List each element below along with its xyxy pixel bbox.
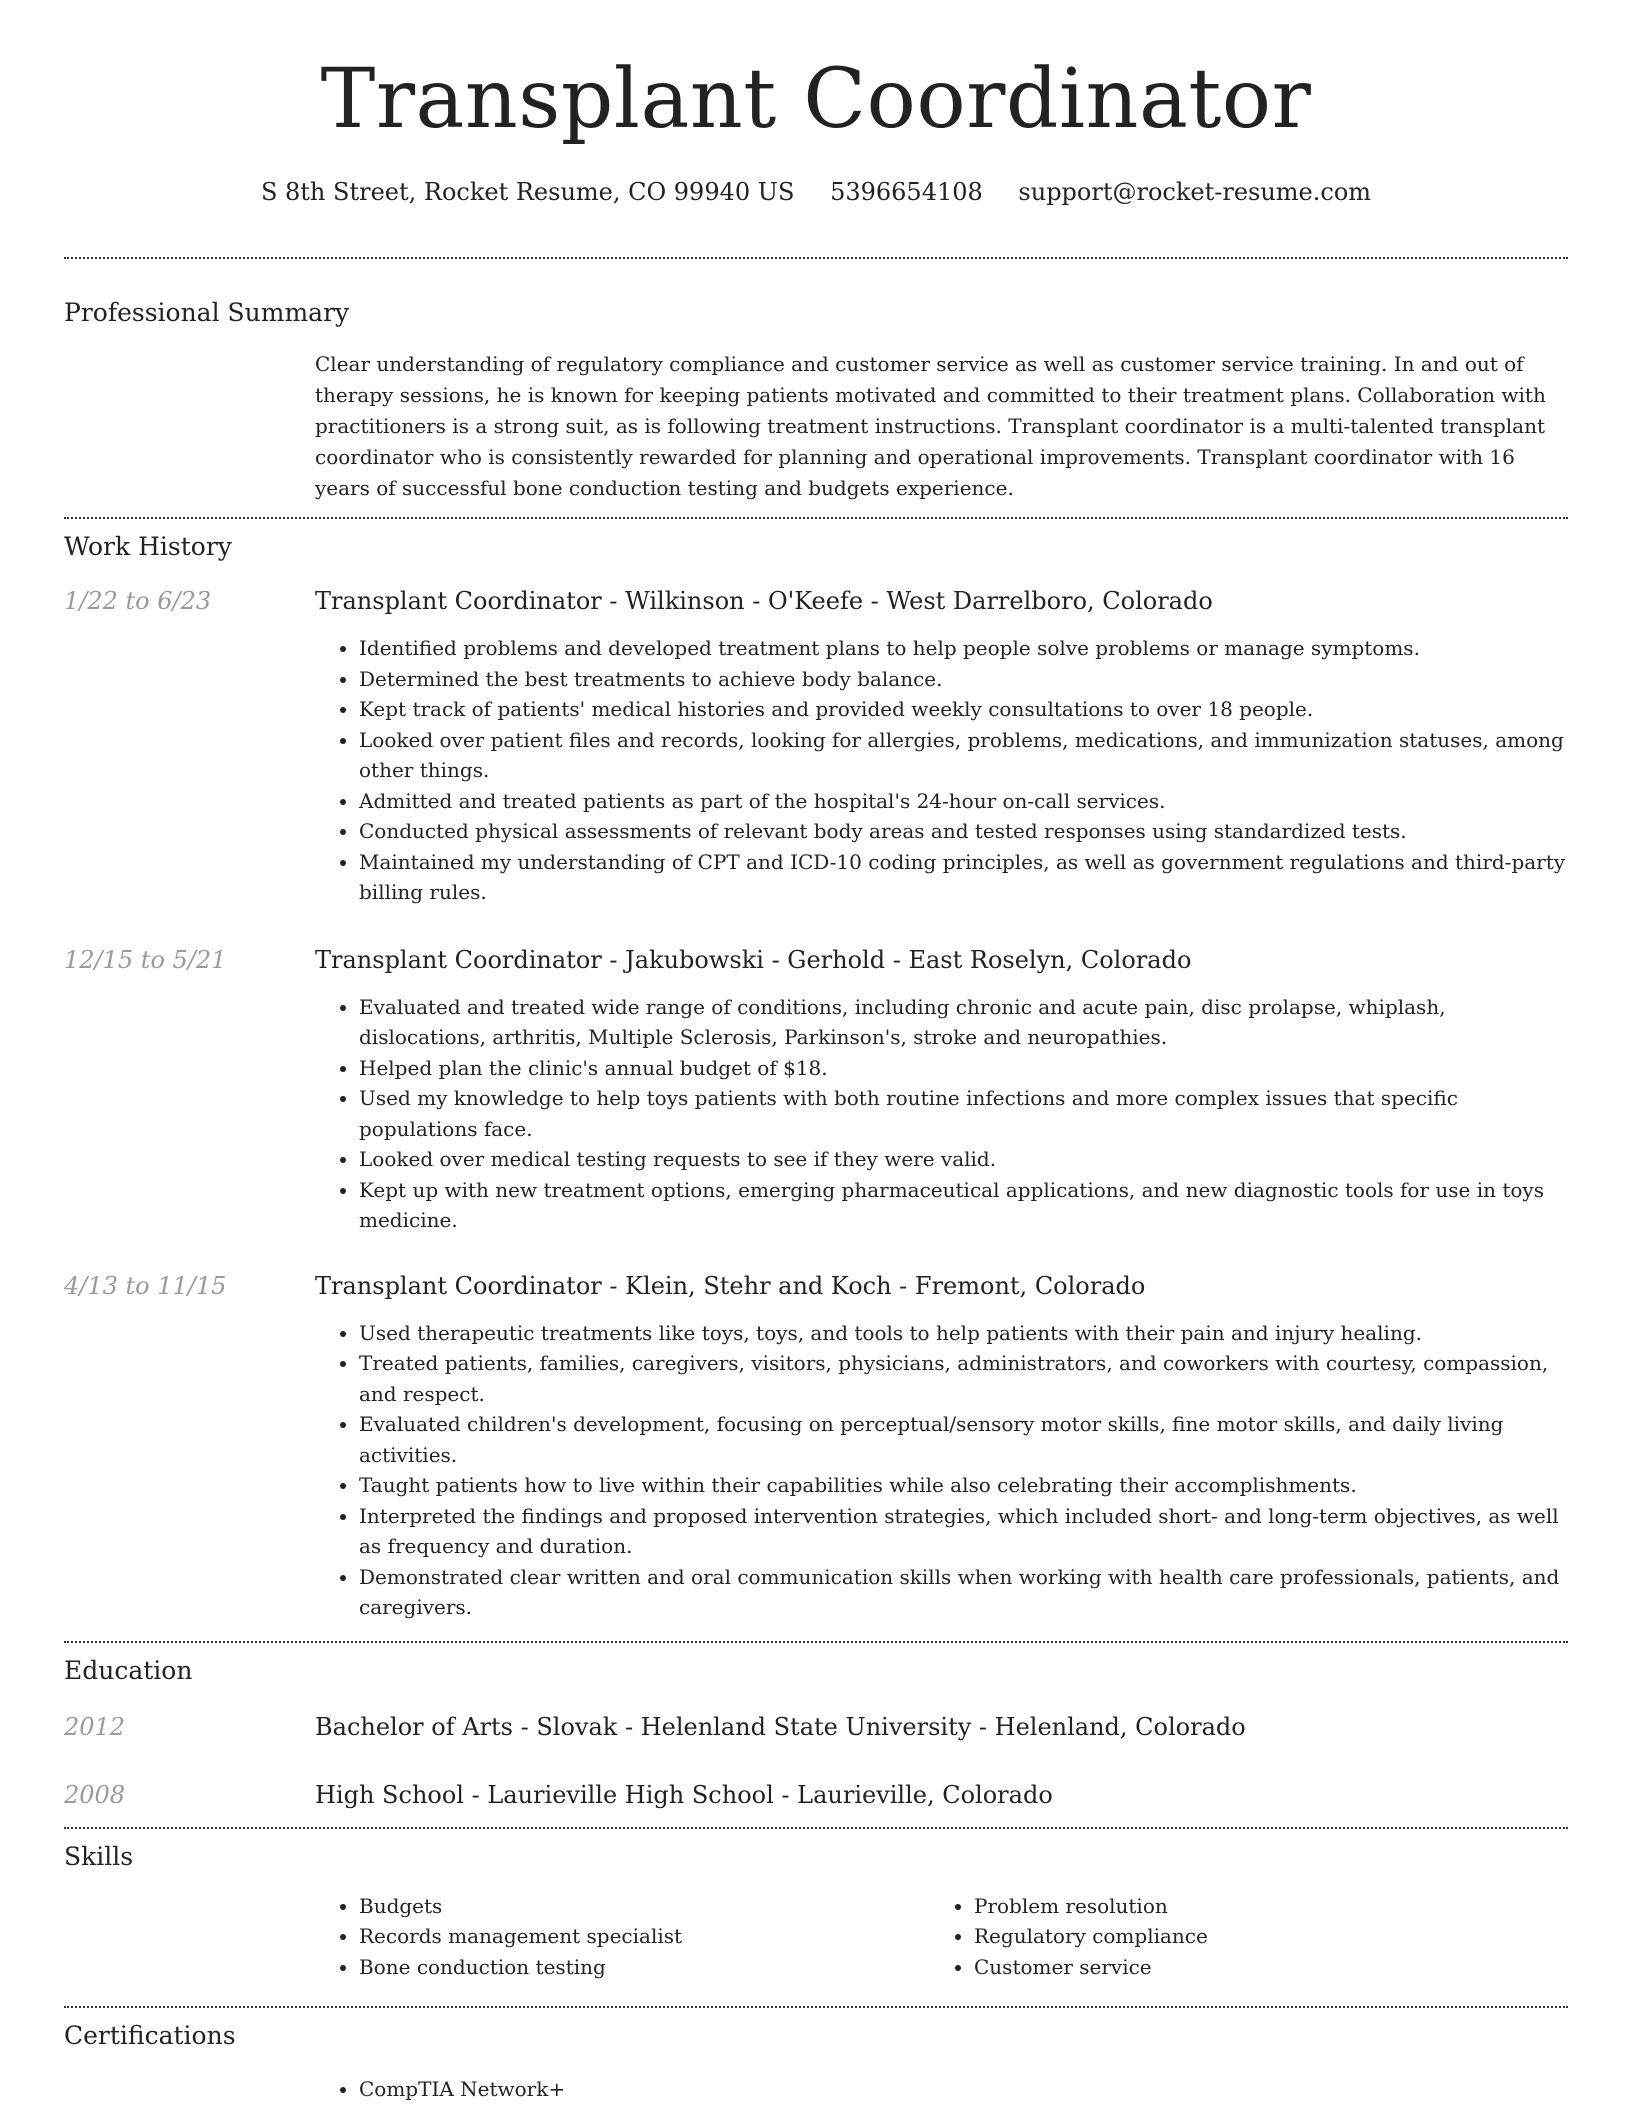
- job-title: Transplant Coordinator: [315, 587, 602, 615]
- certifications-row: [64, 2074, 1568, 2105]
- section-divider: [64, 517, 1568, 519]
- skills-column-right: [930, 1891, 1545, 1983]
- summary-text: Clear understanding of regulatory compliance and customer service as well as customer service training. In and out of therapy sessions, he is known for keeping patients motivated and committed to their treatment plans. Collaboration with practitioners is a strong suit, as is following treatment instructions. Transplant coordinator is a multi-talented transplant coordinator who is consistently rewarded for planning and operational improvements. Transplant coordinator with 16 years of successful bone conduction testing and budgets experience.: [315, 352, 1546, 500]
- contact-line: [64, 176, 1568, 208]
- job-details: - Jakubowski - Gerhold - East Roselyn, Colorado: [601, 945, 1192, 974]
- skill-item: • Problem resolution: [974, 1891, 1545, 1922]
- job-bullets: [315, 1318, 1568, 1623]
- summary-heading: Professional Summary: [64, 298, 350, 327]
- job-title-line: [315, 944, 1568, 976]
- skills-list: [315, 1891, 930, 1983]
- job-title-line: [315, 1270, 1568, 1302]
- education-entry: [64, 1711, 1568, 1743]
- contact-address: S 8th Street, Rocket Resume, CO 99940 US: [260, 178, 795, 206]
- job-bullet: • Kept up with new treatment options, emerging pharmaceutical applications, and new diagnostic tools for use in toys medicine.: [359, 1175, 1568, 1236]
- skills-row: [64, 1891, 1568, 1983]
- skill-item: • Customer service: [974, 1952, 1545, 1983]
- job-bullet: • Evaluated and treated wide range of conditions, including chronic and acute pain, disc prolapse, whiplash, dislocations, arthritis, Multiple Sclerosis, Parkinson's, stroke and neuropathies.: [359, 992, 1568, 1053]
- education-year: 2008: [64, 1780, 126, 1809]
- job-details: - Wilkinson - O'Keefe - West Darrelboro, Colorado: [601, 587, 1213, 615]
- job-bullet: • Used therapeutic treatments like toys, toys, and tools to help patients with their pain and injury healing.: [359, 1318, 1568, 1349]
- section-divider: [64, 1827, 1568, 1829]
- job-entry: [64, 585, 1568, 908]
- job-title: Transplant Coordinator: [315, 945, 602, 974]
- education-heading: Education: [64, 1655, 193, 1685]
- section-divider: [64, 257, 1568, 259]
- job-details: - Klein, Stehr and Koch - Fremont, Colorado: [601, 1271, 1146, 1300]
- certifications-heading: Certifications: [64, 2021, 236, 2050]
- job-bullet: • Looked over patient files and records, looking for allergies, problems, medications, and immunization statuses, among other things.: [359, 725, 1568, 786]
- resume-name: Transplant Coordinator: [320, 52, 1312, 147]
- job-bullets: [315, 992, 1568, 1236]
- job-bullet: • Determined the best treatments to achieve body balance.: [359, 664, 1568, 695]
- skills-heading: Skills: [64, 1841, 134, 1871]
- education-year: 2012: [64, 1712, 126, 1741]
- skills-grid: [315, 1891, 1568, 1983]
- job-dates: 4/13 to 11/15: [64, 1271, 227, 1300]
- skill-item: • Budgets: [359, 1891, 930, 1922]
- job-bullet: • Taught patients how to live within their capabilities while also celebrating their accomplishments.: [359, 1470, 1568, 1501]
- job-entry: [64, 1270, 1568, 1623]
- skill-item: • Records management specialist: [359, 1921, 930, 1952]
- job-bullet: • Interpreted the findings and proposed intervention strategies, which included short- and long-term objectives, as well as frequency and duration.: [359, 1501, 1568, 1562]
- certification-item: • CompTIA Network+: [359, 2074, 1568, 2105]
- skills-list: [930, 1891, 1545, 1983]
- skill-item: • Bone conduction testing: [359, 1952, 930, 1983]
- job-bullet: • Treated patients, families, caregivers, visitors, physicians, administrators, and coworkers with courtesy, compassion, and respect.: [359, 1348, 1568, 1409]
- job-bullet: • Demonstrated clear written and oral communication skills when working with health care professionals, patients, and caregivers.: [359, 1562, 1568, 1623]
- skill-item: • Regulatory compliance: [974, 1921, 1545, 1952]
- contact-email: support@rocket-resume.com: [1018, 178, 1372, 206]
- job-dates: 12/15 to 5/21: [64, 945, 227, 974]
- job-bullet: • Evaluated children's development, focusing on perceptual/sensory motor skills, fine motor skills, and daily living activities.: [359, 1409, 1568, 1470]
- job-bullet: • Kept track of patients' medical histories and provided weekly consultations to over 18 people.: [359, 694, 1568, 725]
- education-entry: [64, 1779, 1568, 1811]
- job-bullet: • Maintained my understanding of CPT and ICD-10 coding principles, as well as government regulations and third-party billing rules.: [359, 847, 1568, 908]
- section-divider: [64, 1641, 1568, 1643]
- job-bullet: • Admitted and treated patients as part of the hospital's 24-hour on-call services.: [359, 786, 1568, 817]
- job-bullet: • Identified problems and developed treatment plans to help people solve problems or manage symptoms.: [359, 633, 1568, 664]
- skills-column-left: [315, 1891, 930, 1983]
- job-title-line: [315, 585, 1568, 617]
- certifications-list: [315, 2074, 1568, 2105]
- job-entry: [64, 944, 1568, 1236]
- education-text: High School - Laurieville High School - Laurieville, Colorado: [315, 1780, 1053, 1809]
- job-bullets: [315, 633, 1568, 908]
- education-text: Bachelor of Arts - Slovak - Helenland State University - Helenland, Colorado: [315, 1712, 1246, 1741]
- job-bullet: • Helped plan the clinic's annual budget of $18.: [359, 1053, 1568, 1084]
- job-bullet: • Conducted physical assessments of relevant body areas and tested responses using standardized tests.: [359, 816, 1568, 847]
- resume-page: [64, 0, 1568, 2105]
- job-title: Transplant Coordinator: [315, 1271, 602, 1300]
- job-bullet: • Used my knowledge to help toys patients with both routine infections and more complex issues that specific populations face.: [359, 1083, 1568, 1144]
- summary-row: [64, 349, 1568, 504]
- work-heading: Work History: [64, 532, 232, 561]
- section-divider: [64, 2006, 1568, 2008]
- contact-phone: 5396654108: [830, 178, 983, 206]
- job-dates: 1/22 to 6/23: [64, 587, 212, 615]
- job-bullet: • Looked over medical testing requests to see if they were valid.: [359, 1144, 1568, 1175]
